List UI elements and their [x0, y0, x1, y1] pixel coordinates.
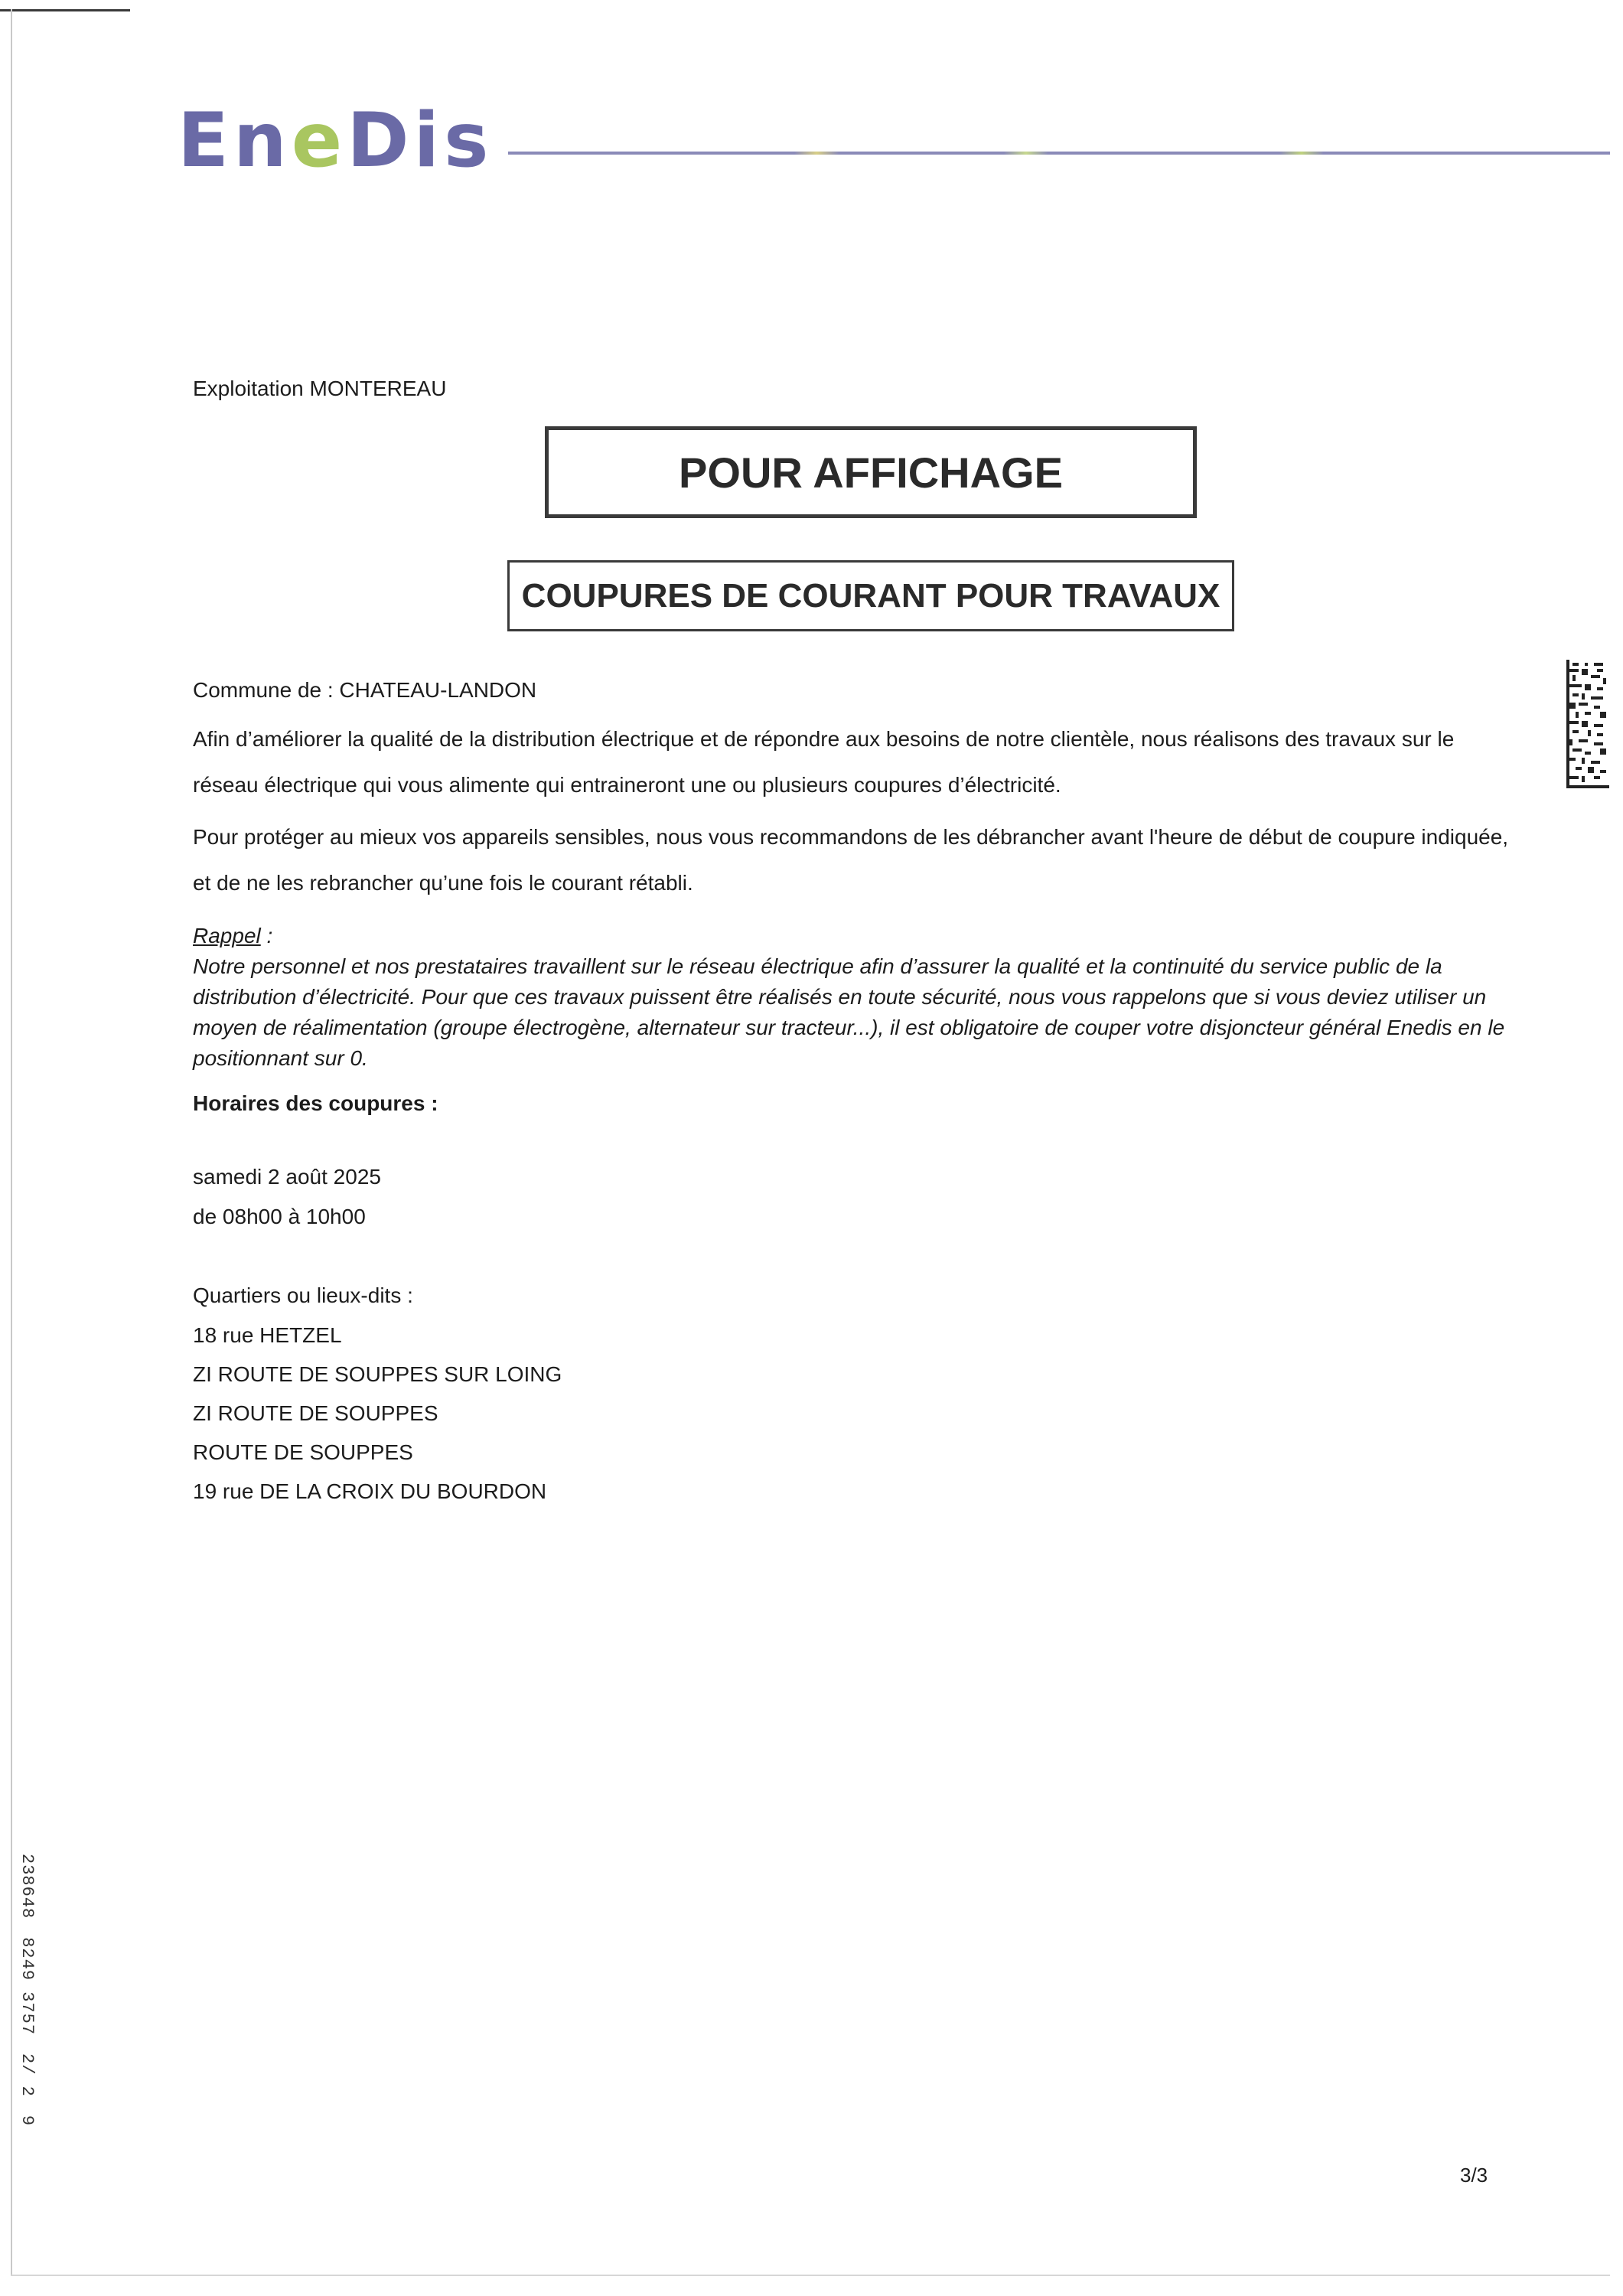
commune-label: Commune de : CHATEAU-LANDON: [193, 678, 537, 702]
quartiers-heading: Quartiers ou lieux-dits :: [193, 1283, 413, 1307]
location-item: ZI ROUTE DE SOUPPES: [193, 1401, 438, 1425]
advice-paragraph: Pour protéger au mieux vos appareils sensibles, nous vous recommandons de les débrancher avant l'heure de début de coupure indiquée, et de ne les rebrancher qu’une fois le courant rétabli.: [193, 825, 1509, 895]
outage-time: de 08h00 à 10h00: [193, 1205, 366, 1228]
rappel-text: Notre personnel et nos prestataires travaillent sur le réseau électrique afin d’assurer la qualité et la continuité du service public de la distribution d’électricité. Pour que ces travaux puissent être réalisés en toute sécurité, nous vous rappelons que si vous deviez utiliser un moyen de réalimentation (groupe électrogène, alternateur sur tracteur...), il est obligatoire de couper votre disjoncteur général Enedis en le positionnant sur 0.: [193, 954, 1505, 1070]
outage-date: samedi 2 août 2025: [193, 1165, 381, 1189]
location-item: ZI ROUTE DE SOUPPES SUR LOING: [193, 1362, 562, 1386]
location-item: 18 rue HETZEL: [193, 1323, 342, 1347]
rappel-label: Rappel: [193, 924, 261, 947]
location-item: 19 rue DE LA CROIX DU BOURDON: [193, 1479, 547, 1503]
rappel-block: [193, 921, 1509, 1074]
title-box: [545, 426, 1197, 518]
header-rule: [508, 152, 1610, 155]
page-edge-line: [0, 9, 130, 11]
exploitation-label: Exploitation MONTEREAU: [193, 377, 447, 400]
page-edge-line: [11, 2275, 1610, 2276]
subtitle-box: [507, 560, 1234, 631]
page-edge-line: [11, 9, 12, 2275]
location-item: ROUTE DE SOUPPES: [193, 1440, 413, 1464]
page-title: POUR AFFICHAGE: [679, 448, 1063, 497]
intro-paragraph: Afin d’améliorer la qualité de la distribution électrique et de répondre aux besoins de notre clientèle, nous réalisons des travaux sur le réseau électrique qui vous alimente qui entraineront une ou plusieurs coupures d’électricité.: [193, 727, 1455, 797]
enedis-logo: EneDis: [178, 97, 494, 184]
rappel-label-suffix: :: [260, 924, 273, 947]
page-subtitle: COUPURES DE COURANT POUR TRAVAUX: [521, 576, 1221, 615]
side-reference-code: 2386488249 37572/ 29: [18, 1854, 37, 2127]
page-number: 3/3: [1460, 2164, 1488, 2187]
horaires-heading: Horaires des coupures :: [193, 1091, 438, 1115]
datamatrix-code-icon: [1566, 660, 1609, 788]
